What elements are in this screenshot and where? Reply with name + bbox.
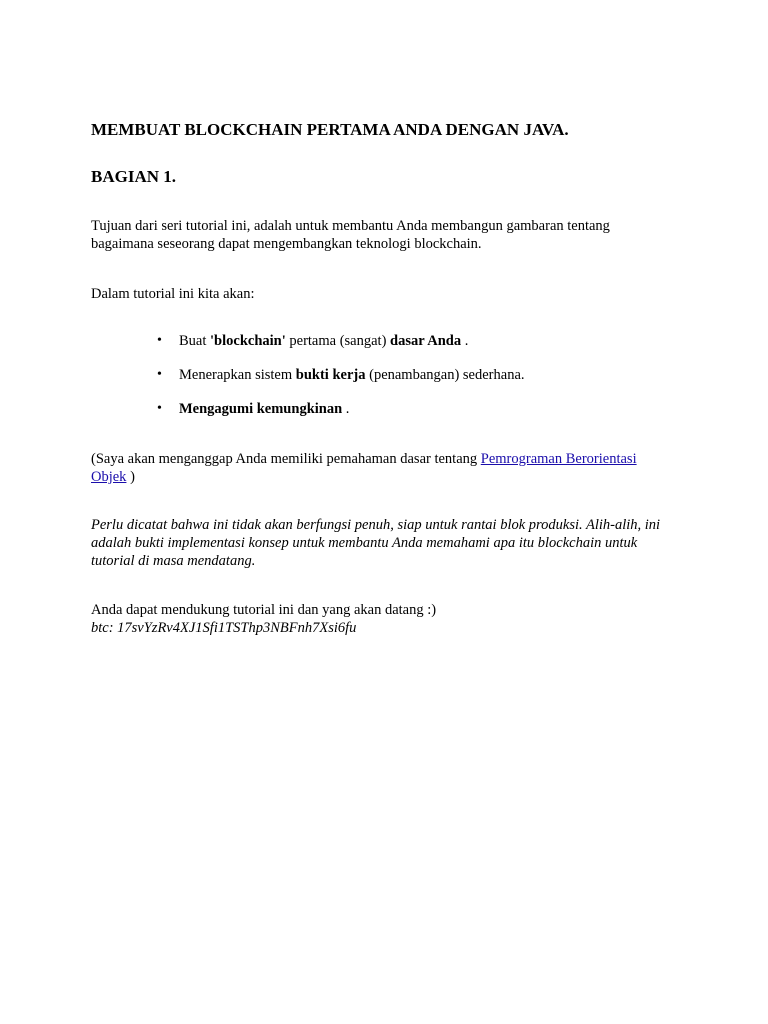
list-item-text: Buat — [179, 333, 211, 349]
note-text: (Saya akan menganggap Anda memiliki pemahaman dasar tentang — [91, 451, 481, 467]
goals-list — [157, 332, 525, 434]
prerequisite-note — [91, 450, 671, 486]
list-item-text: . — [342, 401, 350, 417]
list-item — [157, 400, 525, 434]
intro-paragraph: Tujuan dari seri tutorial ini, adalah untuk membantu Anda membangun gambaran tentang bagaimana seseorang dapat mengembangkan teknologi blockchain. — [91, 218, 610, 252]
list-item-text: Menerapkan sistem — [179, 367, 296, 383]
support-paragraph: Anda dapat mendukung tutorial ini dan yang akan datang :) — [91, 602, 437, 618]
bullet-icon: • — [157, 401, 162, 416]
list-item — [157, 366, 525, 400]
list-item-bold: dasar Anda — [390, 333, 462, 349]
bullet-icon: • — [157, 333, 162, 348]
part-heading: BAGIAN 1. — [91, 167, 177, 186]
bullet-icon: • — [157, 367, 162, 382]
btc-address: btc: 17svYzRv4XJ1Sfi1TSThp3NBFnh7Xsi6fu — [91, 620, 357, 636]
list-item-text: (penambangan) sederhana. — [365, 367, 525, 383]
list-item-text: pertama (sangat) — [285, 333, 391, 349]
list-item-bold: bukti kerja — [295, 367, 366, 383]
list-item-text: . — [461, 333, 469, 349]
list-item — [157, 332, 525, 366]
disclaimer-paragraph: Perlu dicatat bahwa ini tidak akan berfungsi penuh, siap untuk rantai blok produksi. Alih-alih, ini adalah bukti implementasi konsep untuk membantu Anda memahami apa itu blockchain untuk tutorial di masa mendatang. — [91, 517, 661, 569]
oop-link[interactable]: Pemrograman Berorientasi Objek — [91, 451, 637, 485]
list-item-bold: 'blockchain' — [210, 333, 286, 349]
lead-paragraph: Dalam tutorial ini kita akan: — [91, 286, 255, 302]
note-text: ) — [126, 469, 135, 485]
list-item-bold: Mengagumi kemungkinan — [179, 401, 343, 417]
document-title: MEMBUAT BLOCKCHAIN PERTAMA ANDA DENGAN JAVA. — [91, 120, 569, 139]
